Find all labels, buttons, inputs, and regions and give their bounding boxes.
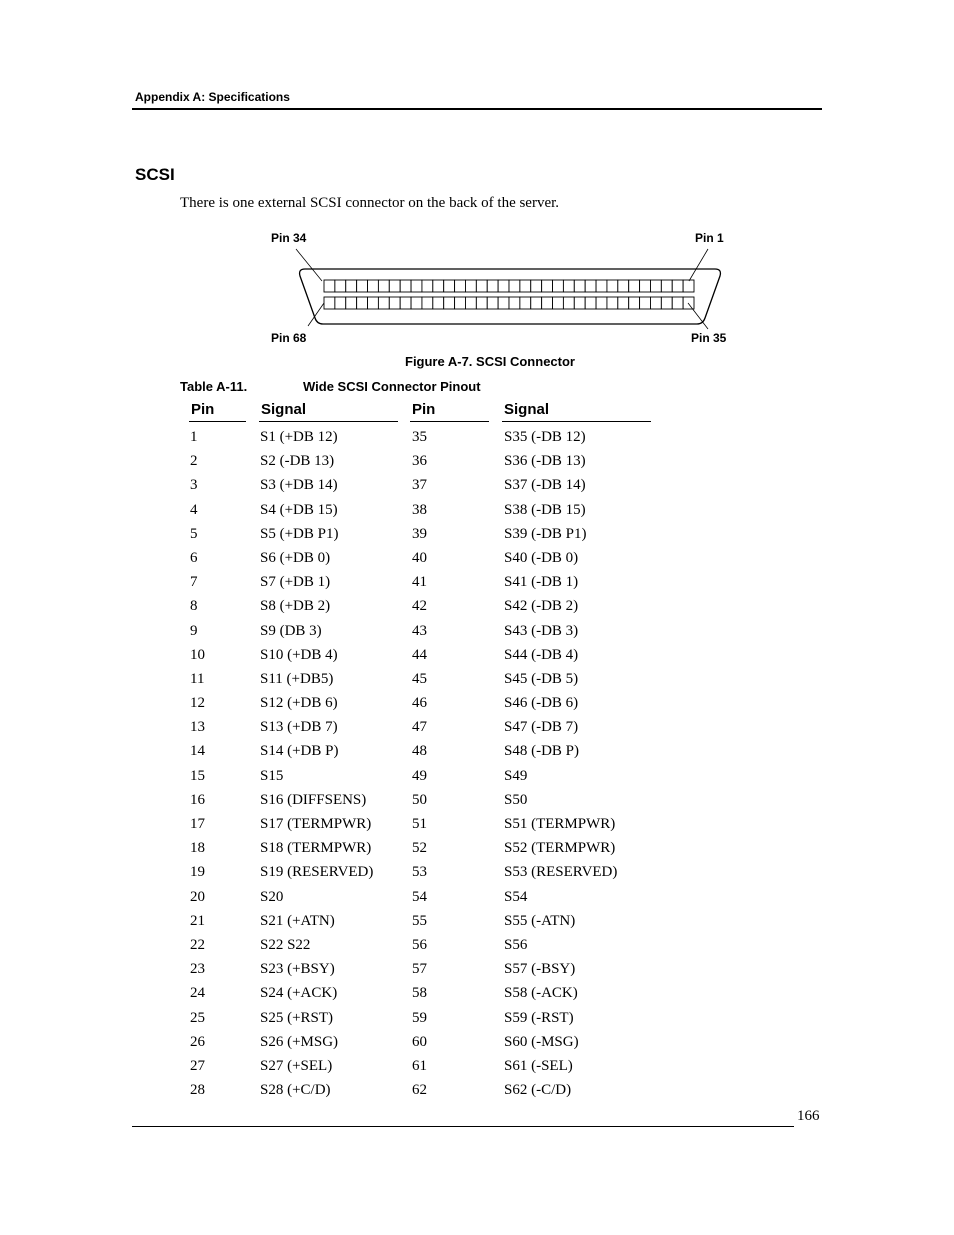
connector-shell [300, 269, 721, 324]
connector-pin [422, 280, 433, 292]
pin-number-cell: 43 [412, 622, 427, 639]
table-row [0, 1079, 954, 1103]
table-row [0, 1007, 954, 1031]
signal-name-cell: S40 (-DB 0) [504, 549, 579, 566]
section-title: SCSI [135, 165, 175, 184]
pin-number-cell: 5 [190, 525, 198, 542]
scsi-connector-diagram [260, 225, 740, 350]
signal-name-cell: S53 (RESERVED) [504, 864, 618, 881]
connector-pin [640, 297, 651, 309]
connector-pin [618, 280, 629, 292]
pin-number-cell: 18 [190, 840, 205, 857]
signal-name-cell: S46 (-DB 6) [504, 695, 579, 712]
pin-number-cell: 61 [412, 1057, 427, 1074]
table-row [0, 547, 954, 571]
column-rule [502, 421, 651, 422]
signal-name-cell: S39 (-DB P1) [504, 525, 587, 542]
connector-pin [476, 297, 487, 309]
signal-name-cell: S48 (-DB P) [504, 743, 580, 760]
table-row [0, 886, 954, 910]
signal-name-cell: S17 (TERMPWR) [260, 816, 372, 832]
signal-name-cell: S15 [260, 767, 284, 784]
table-row [0, 837, 954, 861]
intro-paragraph: There is one external SCSI connector on the back of the server. [180, 195, 560, 211]
connector-pin [629, 280, 640, 292]
connector-pin [444, 280, 455, 292]
signal-name-cell: S38 (-DB 15) [504, 501, 586, 518]
table-row [0, 620, 954, 644]
pin-number-cell: 26 [190, 1033, 205, 1050]
connector-pin [607, 297, 618, 309]
connector-pin [585, 280, 596, 292]
connector-pin [672, 297, 683, 309]
connector-pin [389, 280, 400, 292]
signal-name-cell: S49 [504, 767, 528, 784]
signal-name-cell: S3 (+DB 14) [260, 477, 338, 494]
signal-name-cell: S19 (RESERVED) [260, 864, 374, 881]
table-row [0, 523, 954, 547]
connector-pin [400, 280, 411, 292]
connector-pin [596, 280, 607, 292]
figure-caption: Figure A-7. SCSI Connector [405, 354, 575, 369]
pin-number-cell: 21 [190, 912, 205, 929]
running-header: Appendix A: Specifications [135, 90, 290, 104]
signal-name-cell: S7 (+DB 1) [260, 574, 331, 591]
signal-name-cell: S5 (+DB P1) [260, 525, 339, 542]
signal-name-cell: S43 (-DB 3) [504, 622, 579, 639]
connector-pin [465, 297, 476, 309]
connector-pin [357, 297, 368, 309]
column-rule [189, 421, 246, 422]
pin-number-cell: 15 [190, 767, 205, 784]
signal-name-cell: S50 [504, 791, 528, 808]
connector-pin [596, 297, 607, 309]
connector-pin [672, 280, 683, 292]
connector-pin [378, 280, 389, 292]
connector-pin [683, 280, 694, 292]
pin-number-cell: 55 [412, 912, 427, 929]
connector-pin [542, 297, 553, 309]
connector-pin [487, 280, 498, 292]
connector-pin [400, 297, 411, 309]
signal-name-cell: S27 (+SEL) [260, 1057, 333, 1074]
pin-number-cell: 10 [190, 646, 205, 663]
table-row [0, 861, 954, 885]
connector-pin [509, 280, 520, 292]
pin-number-cell: 60 [412, 1033, 427, 1050]
table-row [0, 789, 954, 813]
connector-pin [324, 280, 335, 292]
signal-name-cell: S42 (-DB 2) [504, 598, 579, 615]
signal-name-cell: S28 (+C/D) [260, 1082, 331, 1099]
pin-number-cell: 13 [190, 719, 205, 736]
pin-number-cell: 11 [190, 670, 205, 687]
pin-number-cell: 24 [190, 985, 205, 1002]
connector-pin [553, 297, 564, 309]
pin-number-cell: 46 [412, 695, 427, 712]
signal-name-cell: S26 (+MSG) [260, 1033, 339, 1050]
signal-name-cell: S18 (TERMPWR) [260, 840, 372, 857]
connector-pin [455, 280, 466, 292]
connector-pin [422, 297, 433, 309]
signal-name-cell: S2 (-DB 13) [260, 453, 335, 470]
signal-name-cell: S37 (-DB 14) [504, 477, 586, 494]
connector-pin [368, 280, 379, 292]
connector-pin [498, 280, 509, 292]
pin-number-cell: 38 [412, 501, 427, 518]
column-rule [410, 421, 489, 422]
pin-number-cell: 50 [412, 791, 427, 808]
signal-name-cell: S61 (-SEL) [504, 1057, 573, 1074]
table-row [0, 426, 954, 450]
connector-pin [563, 280, 574, 292]
pin-number-cell: 12 [190, 695, 205, 712]
pin-number-cell: 40 [412, 549, 427, 566]
pin-number-cell: 45 [412, 670, 427, 687]
pin-row-top [324, 280, 694, 292]
signal-name-cell: S56 [504, 936, 528, 953]
table-row [0, 668, 954, 692]
signal-name-cell: S12 (+DB 6) [260, 695, 338, 712]
table-row [0, 740, 954, 764]
connector-pin [509, 297, 520, 309]
connector-pin [487, 297, 498, 309]
pin-number-cell: 41 [412, 574, 427, 591]
connector-pin [433, 280, 444, 292]
pin-number-cell: 8 [190, 598, 198, 615]
signal-name-cell: S14 (+DB P) [260, 743, 339, 760]
connector-pin [520, 297, 531, 309]
pin-number-cell: 47 [412, 719, 427, 736]
pin-number-cell: 52 [412, 840, 427, 857]
column-header-signal: Signal [261, 401, 307, 418]
pin-number-cell: 14 [190, 743, 205, 760]
connector-pin [389, 297, 400, 309]
connector-pin [378, 297, 389, 309]
connector-pin [335, 280, 346, 292]
pin-number-cell: 19 [190, 864, 205, 881]
connector-pin [433, 297, 444, 309]
signal-name-cell: S25 (+RST) [260, 1009, 334, 1026]
connector-pin [640, 280, 651, 292]
connector-pin [607, 280, 618, 292]
column-header-signal-2: Signal [504, 401, 550, 418]
pin-number-cell: 54 [412, 888, 427, 905]
pin-number-cell: 62 [412, 1082, 427, 1099]
connector-pin [335, 297, 346, 309]
pin-number-cell: 16 [190, 791, 205, 808]
signal-name-cell: S52 (TERMPWR) [504, 840, 616, 857]
connector-pin [411, 280, 422, 292]
header-divider [132, 108, 822, 110]
connector-pin [629, 297, 640, 309]
connector-pin [683, 297, 694, 309]
table-row [0, 716, 954, 740]
signal-name-cell: S23 (+BSY) [260, 961, 335, 978]
signal-name-cell: S20 [260, 888, 284, 905]
pin-row-bottom [324, 297, 694, 309]
connector-pin [357, 280, 368, 292]
signal-name-cell: S6 (+DB 0) [260, 549, 331, 566]
connector-pin [444, 297, 455, 309]
pin-number-cell: 53 [412, 864, 427, 881]
pin-35-label: Pin 35 [691, 331, 727, 345]
pin-number-cell: 35 [412, 429, 427, 445]
signal-name-cell: S1 (+DB 12) [260, 429, 338, 445]
signal-name-cell: S22 S22 [260, 936, 311, 953]
page-number: 166 [797, 1108, 820, 1124]
connector-pin [618, 297, 629, 309]
table-row [0, 934, 954, 958]
connector-pin [574, 297, 585, 309]
pin-number-cell: 39 [412, 525, 427, 542]
pin-number-cell: 37 [412, 477, 427, 494]
table-row [0, 958, 954, 982]
pin-number-cell: 25 [190, 1009, 205, 1026]
connector-pin [563, 297, 574, 309]
signal-name-cell: S58 (-ACK) [504, 985, 578, 1002]
connector-pin [346, 280, 357, 292]
table-row [0, 595, 954, 619]
signal-name-cell: S51 (TERMPWR) [504, 816, 616, 832]
connector-pin [661, 297, 672, 309]
pin-number-cell: 7 [190, 574, 198, 591]
connector-pin [520, 280, 531, 292]
footer-divider [132, 1126, 794, 1127]
pin-number-cell: 2 [190, 453, 198, 470]
connector-pin [465, 280, 476, 292]
signal-name-cell: S35 (-DB 12) [504, 429, 586, 445]
table-row [0, 499, 954, 523]
connector-pin [455, 297, 466, 309]
pin-number-cell: 42 [412, 598, 427, 615]
pin-number-cell: 57 [412, 961, 427, 978]
column-header-pin-2: Pin [412, 401, 436, 418]
column-rule [259, 421, 398, 422]
connector-pin [531, 280, 542, 292]
table-row [0, 692, 954, 716]
table-row [0, 1055, 954, 1079]
connector-pin [368, 297, 379, 309]
pin-number-cell: 6 [190, 549, 198, 566]
connector-pin [542, 280, 553, 292]
connector-pin [553, 280, 564, 292]
connector-pin [346, 297, 357, 309]
table-row [0, 474, 954, 498]
column-header-pin: Pin [191, 401, 215, 418]
table-row [0, 765, 954, 789]
signal-name-cell: S11 (+DB5) [260, 670, 334, 687]
pin-number-cell: 17 [190, 816, 205, 832]
pin-number-cell: 9 [190, 622, 198, 639]
connector-pin [531, 297, 542, 309]
connector-pin [324, 297, 335, 309]
connector-pin [411, 297, 422, 309]
signal-name-cell: S45 (-DB 5) [504, 670, 579, 687]
pin-number-cell: 27 [190, 1057, 205, 1074]
table-row [0, 982, 954, 1006]
pin-number-cell: 1 [190, 429, 198, 445]
pin-number-cell: 20 [190, 888, 205, 905]
signal-name-cell: S8 (+DB 2) [260, 598, 331, 615]
signal-name-cell: S16 (DIFFSENS) [260, 791, 367, 808]
pin-number-cell: 58 [412, 985, 427, 1002]
table-row [0, 1031, 954, 1055]
pin-number-cell: 28 [190, 1082, 205, 1099]
table-row [0, 813, 954, 837]
table-caption-number: Table A-11. [180, 379, 248, 394]
signal-name-cell: S13 (+DB 7) [260, 719, 338, 736]
signal-name-cell: S62 (-C/D) [504, 1082, 572, 1099]
pin-number-cell: 44 [412, 646, 427, 663]
pin-number-cell: 23 [190, 961, 205, 978]
signal-name-cell: S36 (-DB 13) [504, 453, 586, 470]
pin-number-cell: 48 [412, 743, 427, 760]
signal-name-cell: S10 (+DB 4) [260, 646, 338, 663]
signal-name-cell: S59 (-RST) [504, 1009, 574, 1026]
connector-pin [661, 280, 672, 292]
pin-number-cell: 22 [190, 936, 205, 953]
pin-number-cell: 49 [412, 767, 427, 784]
pin-number-cell: 56 [412, 936, 427, 953]
table-caption-title: Wide SCSI Connector Pinout [303, 379, 481, 394]
signal-name-cell: S55 (-ATN) [504, 912, 576, 929]
signal-name-cell: S9 (DB 3) [260, 622, 322, 639]
connector-pin [476, 280, 487, 292]
signal-name-cell: S24 (+ACK) [260, 985, 338, 1002]
pin-number-cell: 3 [190, 477, 198, 494]
table-row [0, 571, 954, 595]
table-row [0, 450, 954, 474]
connector-pin [498, 297, 509, 309]
signal-name-cell: S4 (+DB 15) [260, 501, 338, 518]
signal-name-cell: S60 (-MSG) [504, 1033, 579, 1050]
connector-pin [574, 280, 585, 292]
signal-name-cell: S47 (-DB 7) [504, 719, 579, 736]
connector-pin [585, 297, 596, 309]
table-row [0, 644, 954, 668]
pin-34-label: Pin 34 [271, 231, 307, 245]
pin-68-label: Pin 68 [271, 331, 307, 345]
signal-name-cell: S41 (-DB 1) [504, 574, 579, 591]
pinout-table-body [0, 426, 954, 1103]
pin-number-cell: 51 [412, 816, 427, 832]
signal-name-cell: S54 [504, 888, 528, 905]
pin-number-cell: 4 [190, 501, 198, 518]
connector-pin [650, 280, 661, 292]
table-row [0, 910, 954, 934]
signal-name-cell: S21 (+ATN) [260, 912, 335, 929]
signal-name-cell: S57 (-BSY) [504, 961, 576, 978]
pin-number-cell: 36 [412, 453, 427, 470]
pin-1-label: Pin 1 [695, 231, 724, 245]
connector-pin [650, 297, 661, 309]
pin-number-cell: 59 [412, 1009, 427, 1026]
signal-name-cell: S44 (-DB 4) [504, 646, 579, 663]
